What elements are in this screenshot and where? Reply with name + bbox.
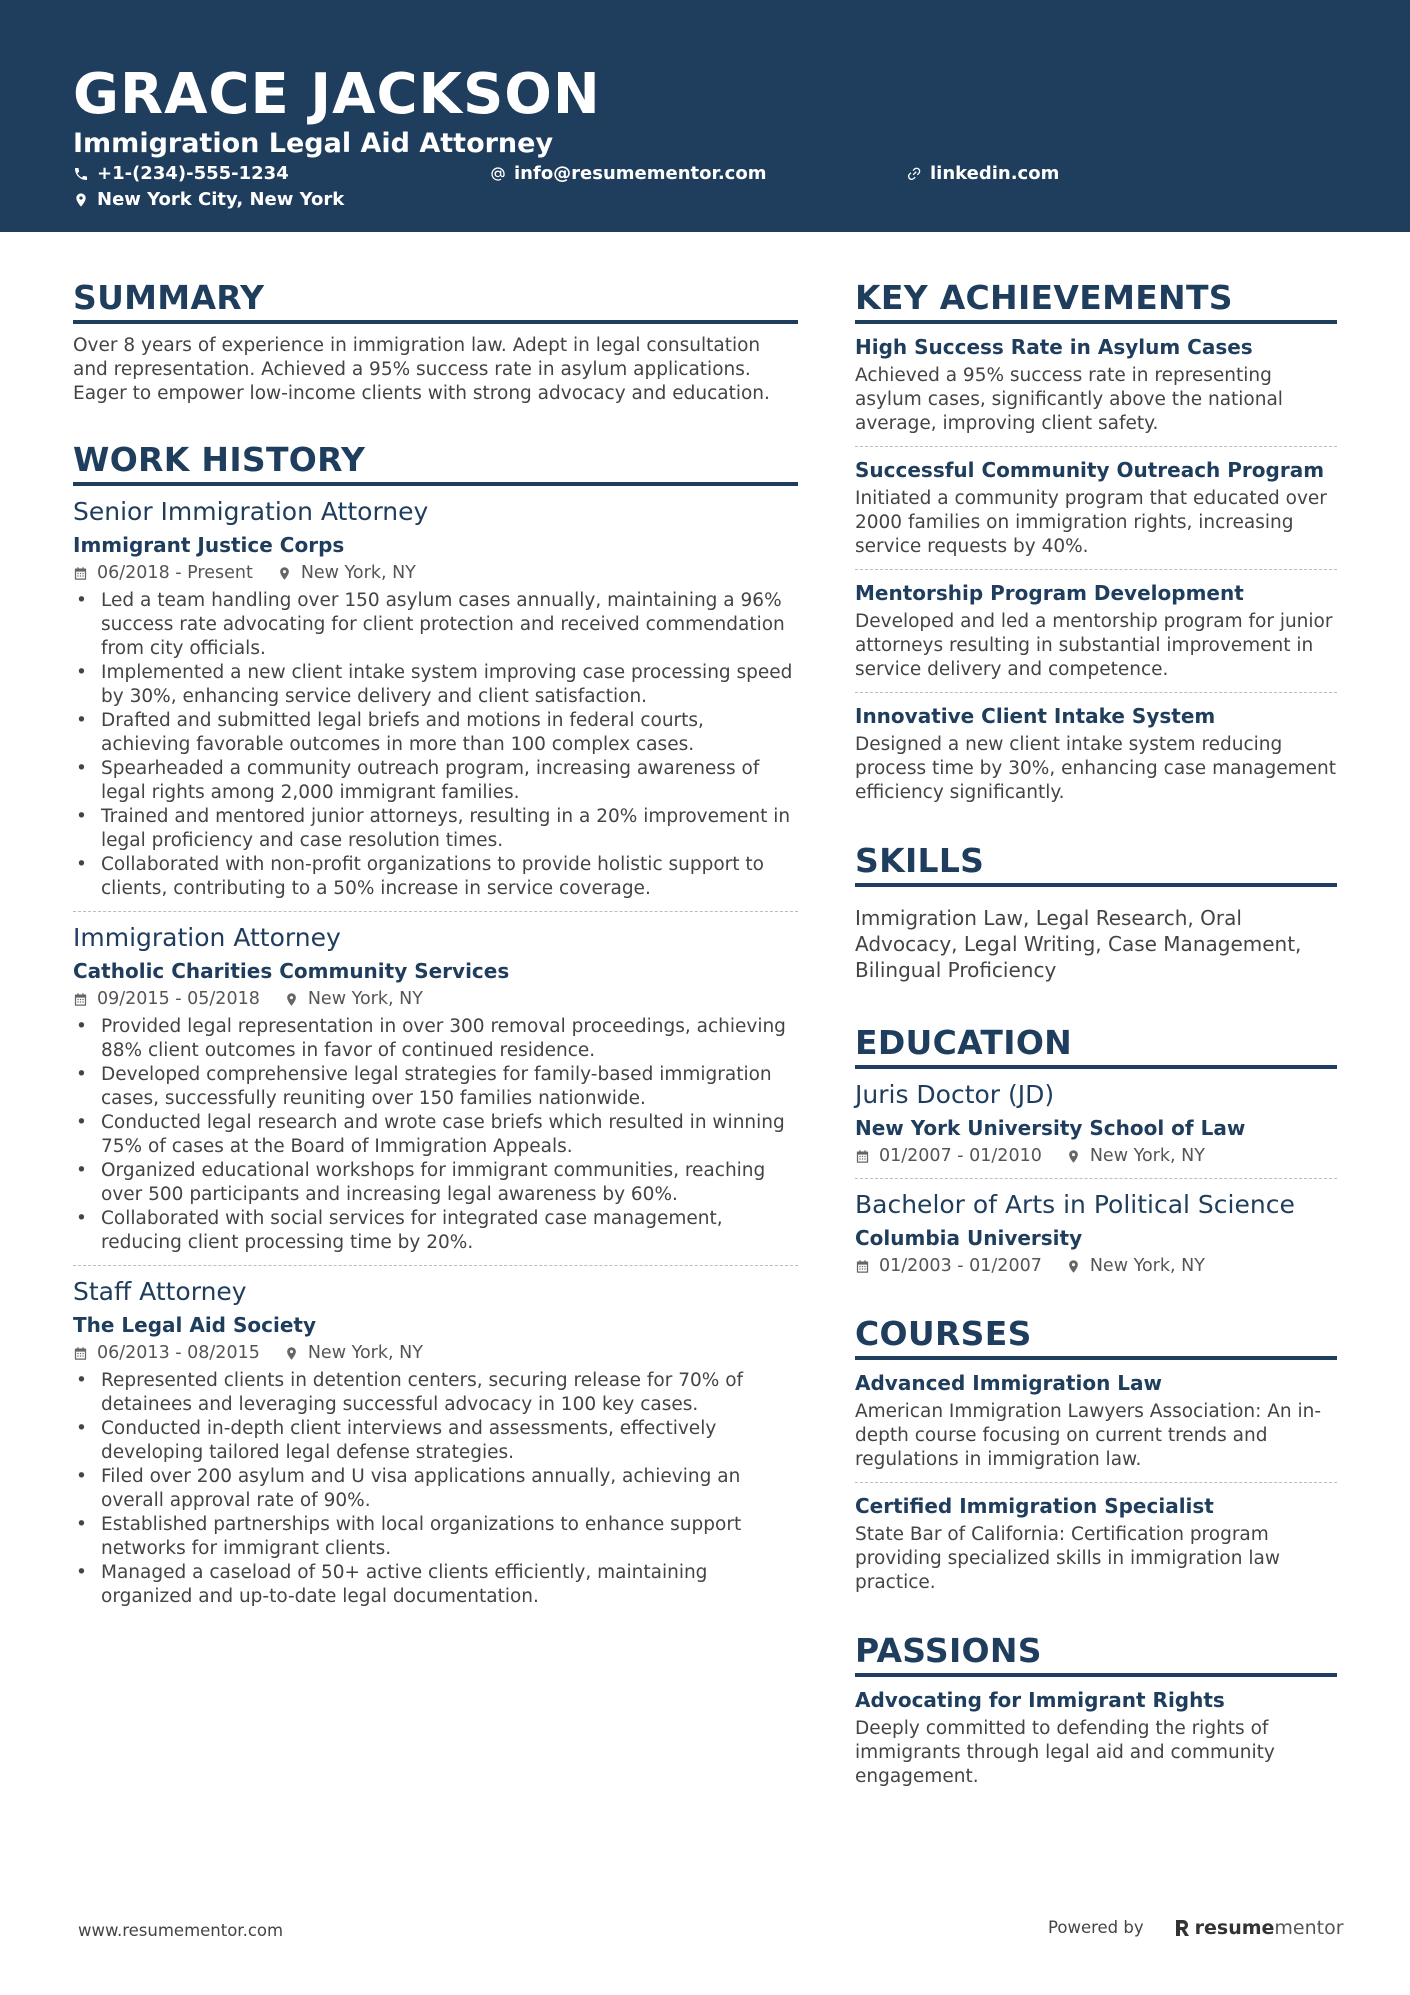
location-pin-icon	[277, 566, 292, 581]
job-dates: 09/2015 - 05/2018	[97, 989, 260, 1009]
passions-section	[855, 1631, 1337, 1789]
education-meta	[855, 1144, 1337, 1168]
key-achievements-section	[855, 278, 1337, 805]
section-title: PASSIONS	[855, 1631, 1337, 1677]
candidate-role: Immigration Legal Aid Attorney	[73, 128, 554, 159]
courses-section	[855, 1314, 1337, 1595]
bullet-item: • Represented clients in detention centers, securing release for 70% of detainees and leveraging successful advocacy in 100 key cases.	[73, 1369, 798, 1417]
location-pin-icon	[1066, 1149, 1081, 1164]
linkedin-text[interactable]: linkedin.com	[930, 163, 1060, 184]
job-title: Staff Attorney	[73, 1277, 247, 1306]
divider	[73, 911, 798, 912]
location-pin-icon	[73, 192, 89, 208]
divider	[73, 1265, 798, 1266]
job-dates: 06/2018 - Present	[97, 563, 253, 583]
education-section	[855, 1023, 1337, 1278]
contact-phone	[73, 162, 289, 186]
footer-powered-by	[1048, 1916, 1344, 1940]
school-name: Columbia University	[855, 1226, 1083, 1250]
bullet-item: • Established partnerships with local organizations to enhance support networks for immigrant clients.	[73, 1513, 798, 1561]
degree-title: Bachelor of Arts in Political Science	[855, 1190, 1295, 1219]
course-title: Certified Immigration Specialist	[855, 1494, 1214, 1518]
calendar-icon	[73, 1346, 88, 1361]
divider	[855, 1482, 1337, 1483]
job-bullets	[73, 589, 798, 901]
bullet-item: • Led a team handling over 150 asylum cases annually, maintaining a 96% success rate advocating for client protection and received commendation from city officials.	[73, 589, 798, 661]
divider	[855, 569, 1337, 570]
bullet-item: • Developed comprehensive legal strategies for family-based immigration cases, successfully reuniting over 150 families nationwide.	[73, 1063, 798, 1111]
brand-name-bold: resume	[1194, 1917, 1275, 1939]
bullet-item: • Conducted legal research and wrote case briefs which resulted in winning 75% of cases at the Board of Immigration Appeals.	[73, 1111, 798, 1159]
location-pin-icon	[284, 1346, 299, 1361]
bullet-item: • Provided legal representation in over 300 removal proceedings, achieving 88% client outcomes in favor of continued residence.	[73, 1015, 798, 1063]
section-title: KEY ACHIEVEMENTS	[855, 278, 1337, 324]
achievement-item	[855, 580, 1337, 682]
course-item	[855, 1370, 1337, 1472]
divider	[855, 1178, 1337, 1179]
contact-location	[73, 188, 344, 212]
summary-section	[73, 278, 798, 406]
right-column	[855, 278, 1337, 1789]
job-entry	[73, 922, 798, 1255]
phone-text[interactable]: +1-(234)-555-1234	[97, 163, 289, 184]
education-dates: 01/2003 - 01/2007	[879, 1256, 1042, 1276]
education-location: New York, NY	[1089, 1146, 1205, 1166]
location-pin-icon	[284, 992, 299, 1007]
bullet-item: • Spearheaded a community outreach program, increasing awareness of legal rights among 2,000 immigrant families.	[73, 757, 798, 805]
divider	[855, 446, 1337, 447]
job-bullets	[73, 1015, 798, 1255]
achievement-title: High Success Rate in Asylum Cases	[855, 335, 1253, 359]
bullet-item: • Managed a caseload of 50+ active clients efficiently, maintaining organized and up-to-date legal documentation.	[73, 1561, 798, 1609]
link-icon	[906, 166, 922, 182]
calendar-icon	[855, 1259, 870, 1274]
bullet-item: • Implemented a new client intake system improving case processing speed by 30%, enhancing service delivery and client satisfaction.	[73, 661, 798, 709]
bullet-item: • Filed over 200 asylum and U visa applications annually, achieving an overall approval rate of 90%.	[73, 1465, 798, 1513]
resume-header	[0, 0, 1410, 232]
location-pin-icon	[1066, 1259, 1081, 1274]
education-meta	[855, 1254, 1337, 1278]
section-title: COURSES	[855, 1314, 1337, 1360]
at-icon	[490, 166, 506, 182]
section-title: EDUCATION	[855, 1023, 1337, 1069]
course-item	[855, 1493, 1337, 1595]
divider	[855, 692, 1337, 693]
achievement-item	[855, 703, 1337, 805]
school-name: New York University School of Law	[855, 1116, 1246, 1140]
bullet-item: • Drafted and submitted legal briefs and motions in federal courts, achieving favorable outcomes in more than 100 complex cases.	[73, 709, 798, 757]
contact-email	[490, 162, 766, 186]
job-title: Senior Immigration Attorney	[73, 497, 429, 526]
footer-website[interactable]: www.resumementor.com	[78, 1921, 284, 1940]
job-bullets	[73, 1369, 798, 1609]
achievement-title: Innovative Client Intake System	[855, 704, 1216, 728]
passion-item	[855, 1687, 1337, 1789]
section-title: WORK HISTORY	[73, 440, 798, 486]
achievement-text: Developed and led a mentorship program for junior attorneys resulting in substantial improvement in service delivery and competence.	[855, 611, 1333, 680]
achievement-title: Mentorship Program Development	[855, 581, 1244, 605]
achievement-item	[855, 457, 1337, 559]
brand-name-light: mentor	[1274, 1917, 1344, 1939]
job-meta	[73, 561, 798, 585]
education-item	[855, 1189, 1337, 1278]
summary-text: Over 8 years of experience in immigration law. Adept in legal consultation and representation. Achieved a 95% success rate in asylum applications. Eager to empower low-income clients with strong advocacy and education.	[73, 335, 770, 404]
calendar-icon	[73, 566, 88, 581]
bullet-item: • Collaborated with non-profit organizations to provide holistic support to clients, contributing to a 50% increase in service coverage.	[73, 853, 798, 901]
job-meta	[73, 987, 798, 1011]
brand-logo[interactable]	[1174, 1916, 1344, 1940]
bullet-item: • Organized educational workshops for immigrant communities, reaching over 500 participants and increasing legal awareness by 60%.	[73, 1159, 798, 1207]
contact-linkedin	[906, 162, 1059, 186]
education-location: New York, NY	[1089, 1256, 1205, 1276]
job-company: Catholic Charities Community Services	[73, 959, 510, 983]
course-title: Advanced Immigration Law	[855, 1371, 1162, 1395]
section-title: SUMMARY	[73, 278, 798, 324]
achievement-text: Initiated a community program that educated over 2000 families on immigration rights, increasing service requests by 40%.	[855, 488, 1327, 557]
job-location: New York, NY	[307, 1343, 423, 1363]
skills-text: Immigration Law, Legal Research, Oral Advocacy, Legal Writing, Case Management, Bilingual Proficiency	[855, 906, 1302, 982]
degree-title: Juris Doctor (JD)	[855, 1080, 1055, 1109]
achievement-text: Achieved a 95% success rate in representing asylum cases, significantly above the national average, improving client safety.	[855, 365, 1283, 434]
calendar-icon	[855, 1149, 870, 1164]
left-column	[73, 278, 798, 1609]
course-text: State Bar of California: Certification program providing specialized skills in immigration law practice.	[855, 1524, 1280, 1593]
job-location: New York, NY	[300, 563, 416, 583]
job-meta	[73, 1341, 798, 1365]
resumementor-logo-icon	[1174, 1918, 1190, 1938]
bullet-item: • Collaborated with social services for integrated case management, reducing client processing time by 20%.	[73, 1207, 798, 1255]
skills-section	[855, 841, 1337, 983]
education-dates: 01/2007 - 01/2010	[879, 1146, 1042, 1166]
location-text: New York City, New York	[97, 189, 345, 210]
bullet-item: • Trained and mentored junior attorneys, resulting in a 20% improvement in legal proficiency and case resolution times.	[73, 805, 798, 853]
passion-title: Advocating for Immigrant Rights	[855, 1688, 1225, 1712]
job-dates: 06/2013 - 08/2015	[97, 1343, 260, 1363]
job-location: New York, NY	[307, 989, 423, 1009]
course-text: American Immigration Lawyers Association: An in-depth course focusing on current trends and regulations in immigration law.	[855, 1401, 1322, 1470]
section-title: SKILLS	[855, 841, 1337, 887]
job-company: Immigrant Justice Corps	[73, 533, 345, 557]
phone-icon	[73, 166, 89, 182]
calendar-icon	[73, 992, 88, 1007]
email-text[interactable]: info@resumementor.com	[514, 163, 767, 184]
candidate-name: GRACE JACKSON	[73, 62, 601, 127]
education-item	[855, 1079, 1337, 1168]
powered-by-label: Powered by	[1048, 1918, 1144, 1937]
achievement-item	[855, 334, 1337, 436]
job-entry	[73, 1276, 798, 1609]
bullet-item: • Conducted in-depth client interviews and assessments, effectively developing tailored legal defense strategies.	[73, 1417, 798, 1465]
job-company: The Legal Aid Society	[73, 1313, 316, 1337]
job-entry	[73, 496, 798, 901]
passion-text: Deeply committed to defending the rights of immigrants through legal aid and community engagement.	[855, 1718, 1275, 1787]
job-title: Immigration Attorney	[73, 923, 341, 952]
achievement-text: Designed a new client intake system reducing process time by 30%, enhancing case management efficiency significantly.	[855, 734, 1336, 803]
achievement-title: Successful Community Outreach Program	[855, 458, 1325, 482]
work-history-section	[73, 440, 798, 1609]
